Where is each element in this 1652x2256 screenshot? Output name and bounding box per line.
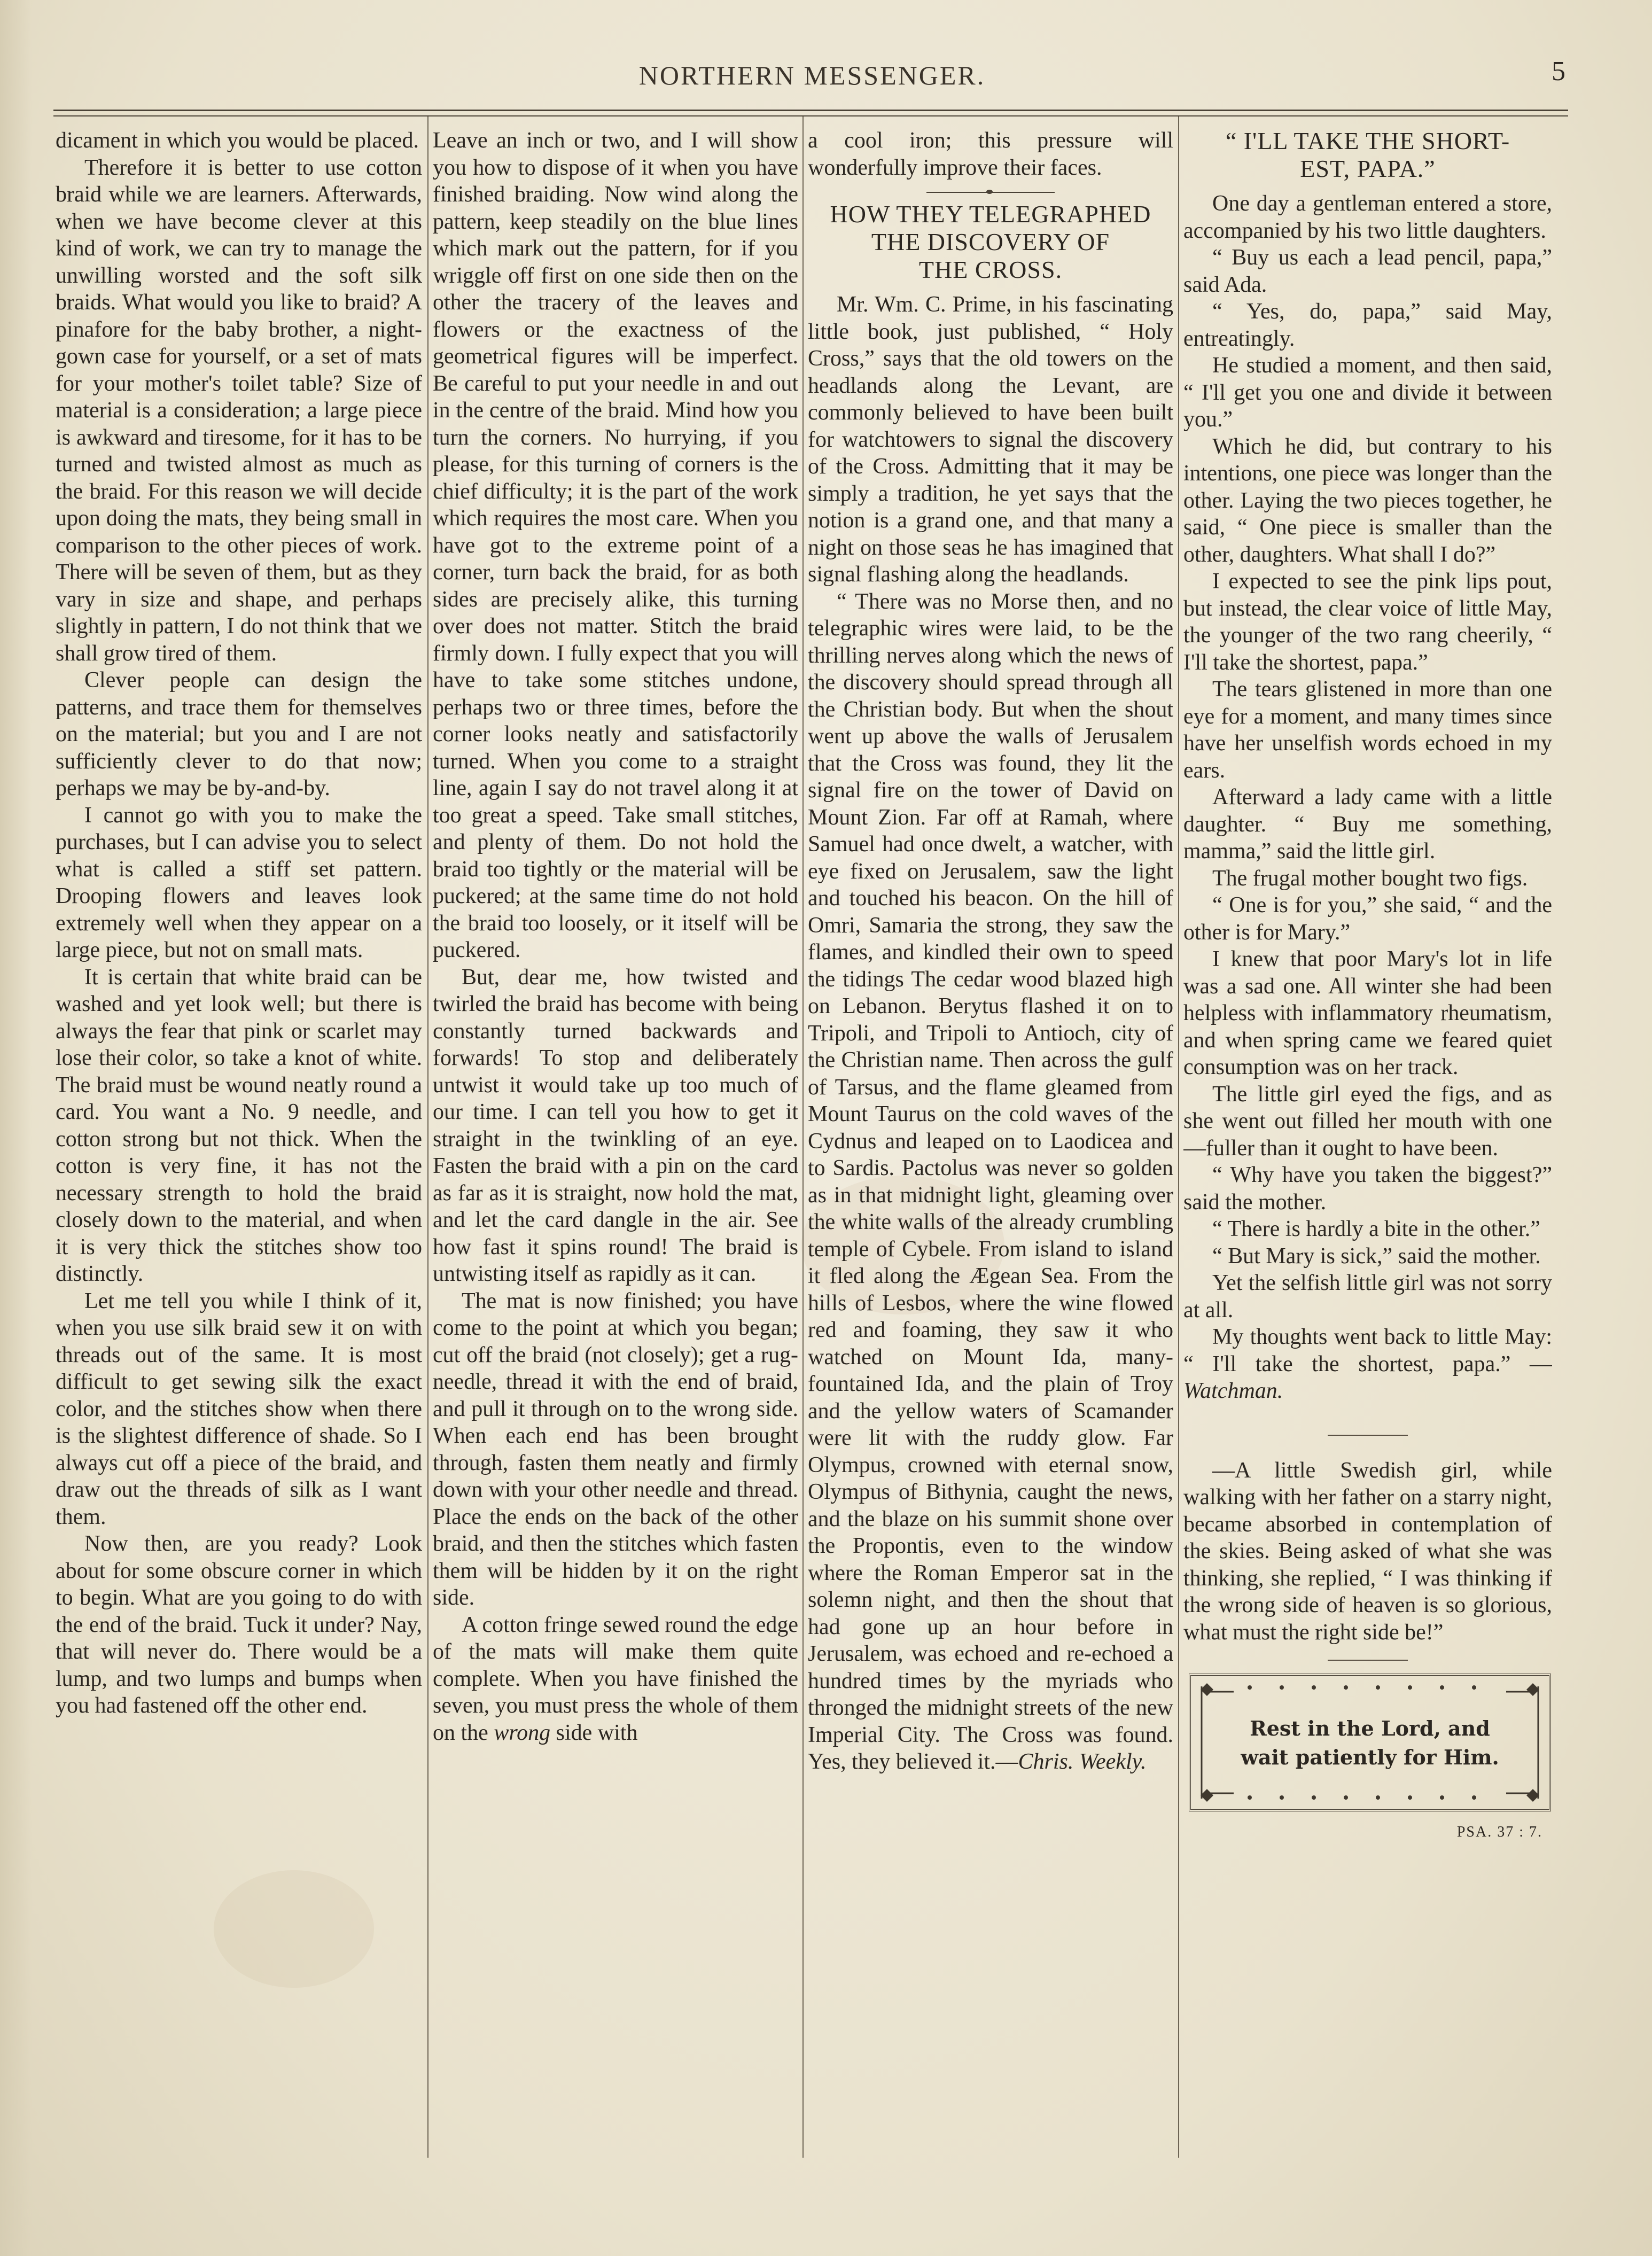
section-divider <box>926 192 1055 193</box>
verse-text <box>1191 1714 1549 1772</box>
verse-frame <box>1189 1674 1551 1811</box>
heading-line: “ I'LL TAKE THE SHORT- <box>1225 127 1510 154</box>
paragraph: Let me tell you while I think of it, when you use silk braid sew it on with threads out of the same. It is most difficult to get sewing silk the exact color, and the stitches show when there is the slightest difference of shade. So I always cut off a piece of the braid, and draw out the threads of silk as I want them. <box>56 1288 422 1529</box>
paragraph <box>1183 1324 1552 1405</box>
column-3 <box>808 127 1173 2163</box>
paragraph: “ There is hardly a bite in the other.” <box>1212 1217 1540 1241</box>
header-rule <box>53 110 1568 116</box>
paragraph: Therefore it is better to use cotton braid while we are learners. Afterwards, when we have become clever at this kind of work, we can try to manage the unwilling worsted and the soft silk braids. What would you like to braid? A pinafore for the baby brother, a night-gown case for yourself, or a set of mats for your mother's toilet table? Size of material is a consideration; a large piece is awkward and tiresome, for it has to be turned and twisted almost as much as the braid. For this reason we will decide upon doing the mats, they being small in comparison to the other pieces of work. There will be seven of them, but as they vary in size and shape, and perhaps slightly in pattern, I do not think that we shall grow tired of them. <box>56 155 422 666</box>
paragraph: But, dear me, how twisted and twirled the braid has become with being constantly turned backwards and forwards! To stop and deliberately untwist it would take up too much of our time. I can tell you how to get it straight in the twinkling of an eye. Fasten the braid with a pin on the card as far as it is straight, now hold the mat, and let the card dangle in the air. See how fast it spins round! The braid is untwisting itself as rapidly as it can. <box>433 964 798 1286</box>
paragraph: “ Yes, do, papa,” said May, entreatingly. <box>1183 299 1552 351</box>
text-run: My thoughts went back to little May: “ I'll take the shortest, papa.” — <box>1183 1325 1552 1376</box>
paragraph: “ Buy us each a lead pencil, papa,” said Ada. <box>1183 245 1552 297</box>
paragraph: “ Why have you taken the biggest?” said the mother. <box>1183 1163 1552 1215</box>
paragraph: Yet the selfish little girl was not sorry at all. <box>1183 1271 1552 1323</box>
paragraph: Leave an inch or two, and I will show you how to dispose of it when you have finished braiding. Now wind along the pattern, keep steadily on the blue lines which mark out the pattern, for if you wriggle off first on one side then on the other the tracery of the leaves and flowers or the exactness of the geometrical figures will be imperfect. Be careful to put your needle in and out in the centre of the braid. Mind how you turn the corners. No hurrying, if you please, for this turning of corners is the chief difficulty; it is the part of the work which requires the most care. When you have got to the extreme point of a corner, turn back the braid, for as both sides are precisely alike, this turning over does not matter. Stitch the braid firmly down. I fully expect that you will have to take some stitches undone, perhaps two or three times, before the corner looks neatly and satisfactorily turned. When you come to a straight line, again I say do not travel along it at too great a speed. Take small stitches, and plenty of them. Do not hold the braid too tightly or the material will be puckered; at the same time do not hold the braid too loosely, or it itself will be puckered. <box>433 128 798 962</box>
paragraph: “ One is for you,” she said, “ and the other is for Mary.” <box>1183 893 1552 945</box>
page-number: 5 <box>1552 56 1565 87</box>
paragraph: The mat is now finished; you have come to the point at which you began; cut off the braid (not closely); get a rug-needle, thread it with the end of braid, and pull it through on to the wrong side. When each end has been brought through, fasten them neatly and firmly down with your other needle and thread. Place the ends on the back of the other braid, and then the stitches which fasten them will be hidden by it on the right side. <box>433 1288 798 1610</box>
paragraph: It is certain that white braid can be washed and yet look well; but there is always the fear that pink or scarlet may lose their color, so take a knot of white. The braid must be wound neatly round a card. You want a No. 9 needle, and cotton strong but not thick. When the cotton is very fine, it has not the necessary strength to hold the braid closely down to the material, and when it is very thick the stitches show too distinctly. <box>56 964 422 1286</box>
paragraph: Mr. Wm. C. Prime, in his fascinating little book, just published, “ Holy Cross,” says that the old towers on the headlands along the Levant, are commonly believed to have been built for watchtowers to signal the discovery of the Cross. Admitting that it may be simply a tradition, he yet says that the notion is a grand one, and that many a night on those seas he has imagined that signal flashing along the headlands. <box>808 292 1173 587</box>
column-4 <box>1183 127 1552 2163</box>
page-fold-shadow <box>0 0 32 2256</box>
verse-reference: PSA. 37 : 7. <box>1456 1824 1542 1840</box>
verse-line: Rest in the Lord, and <box>1250 1716 1490 1740</box>
paragraph: a cool iron; this pressure will wonderfully improve their faces. <box>808 128 1173 180</box>
paragraph: He studied a moment, and then said, “ I'll get you one and divide it between you.” <box>1183 353 1552 432</box>
text-run: side with <box>556 1720 638 1745</box>
paragraph: I expected to see the pink lips pout, but instead, the clear voice of little May, the younger of the two rang cheerily, “ I'll take the shortest, papa.” <box>1183 569 1552 675</box>
paragraph: The little girl eyed the figs, and as she went out filled her mouth with one—fuller than it ought to have been. <box>1183 1082 1552 1161</box>
article-heading <box>808 200 1173 284</box>
column-rule <box>427 116 428 2158</box>
column-rule <box>802 116 804 2158</box>
page-header <box>53 56 1571 104</box>
paragraph: The tears glistened in more than one eye for a moment, and many times since have her unselfish words echoed in my ears. <box>1183 677 1552 783</box>
heading-line: EST, PAPA.” <box>1300 155 1436 182</box>
paragraph: “ But Mary is sick,” said the mother. <box>1212 1243 1541 1269</box>
text-run: A cotton fringe sewed round the edge of the mats will make them quite complete. When you have finished the seven, you must press the whole of them on the <box>433 1612 798 1745</box>
masthead-title: NORTHERN MESSENGER. <box>638 60 986 90</box>
paragraph: One day a gentleman entered a store, accompanied by his two little daughters. <box>1183 191 1552 243</box>
short-rule <box>1328 1660 1408 1661</box>
heading-line: THE CROSS. <box>918 256 1063 283</box>
paragraph: I knew that poor Mary's lot in life was a sad one. All winter she had been helpless with inflammatory rheumatism, and when spring came we feared quiet consumption was on her track. <box>1183 947 1552 1079</box>
paragraph: I cannot go with you to make the purchases, but I can advise you to select what is called a stiff set pattern. Drooping flowers and leaves look extremely well when they appear on a large piece, but not on small mats. <box>56 803 422 962</box>
italic-word: wrong <box>494 1720 551 1745</box>
verse-line: wait patiently for Him. <box>1241 1745 1499 1769</box>
source-citation: Chris. Weekly. <box>1018 1749 1147 1774</box>
paragraph <box>433 1612 798 1747</box>
column-rule <box>1178 116 1179 2158</box>
column-1 <box>56 127 422 2163</box>
paragraph: dicament in which you would be placed. <box>56 128 419 153</box>
heading-line: HOW THEY TELEGRAPHED <box>830 200 1151 228</box>
source-citation: Watchman. <box>1183 1379 1283 1403</box>
text-run: “ There was no Morse then, and no telegraphic wires were laid, to be the thrilling nerves along which the news of the discovery should spread through all the Christian body. But when the shout went up above the walls of Jerusalem that the Cross was found, they lit the signal fire on the tower of David on Mount Zion. Far off at Ramah, where Samuel had once dwelt, a watcher, with eye fixed on Jerusalem, saw the light and touched his beacon. On the hill of Omri, Samaria the strong, they saw the flames, and kindled their own to speed the tidings The cedar wood blazed high on Lebanon. Berytus flashed it on to Tripoli, and Tripoli to Antioch, city of the Christian name. Then across the gulf of Tarsus, and the flame gleamed from Mount Taurus on the cold waves of the Cydnus and leaped on to Laodicea and to Sardis. Pactolus was never so golden as in that midnight light, gleaming over the white walls of the already crumbling temple of Cybele. From island to island it fled along the Ægean Sea. From the hills of Lesbos, where the wine flowed red and foaming, they saw it who watched on Mount Ida, many-fountained Ida, and the plain of Troy and the yellow waters of Scamander were lit with the ruddy glow. Far Olympus, crowned with eternal snow, Olympus of Bithynia, caught the news, and the blaze on his summit shone over the Propontis, even to the window where the Roman Emperor sat in the solemn night, and then the shout that had gone up an hour before in Jerusalem, was echoed and re-echoed a hundred times by the myriads who thronged the midnight streets of the new Imperial City. The Cross was found. Yes, they believed it.— <box>808 589 1173 1774</box>
paragraph: Afterward a lady came with a little daughter. “ Buy me something, mamma,” said the little girl. <box>1183 785 1552 863</box>
article-heading <box>1183 127 1552 183</box>
heading-line: THE DISCOVERY OF <box>871 228 1110 255</box>
short-rule <box>1328 1435 1408 1436</box>
paragraph <box>808 588 1173 1776</box>
paragraph: —A little Swedish girl, while walking with her father on a starry night, became absorbed in contemplation of the skies. Being asked of what she was thinking, she replied, “ I was thinking if the wrong side of heaven is so glorious, what must the right side be!” <box>1183 1458 1552 1645</box>
paragraph: Which he did, but contrary to his intentions, one piece was longer than the other. Laying the two pieces together, he said, “ One piece is smaller than the other, daughters. What shall I do?” <box>1183 434 1552 567</box>
paragraph: The frugal mother bought two figs. <box>1212 866 1528 891</box>
paragraph: Now then, are you ready? Look about for some obscure corner in which to begin. What are you going to do with the end of the braid. Tuck it under? Nay, that will never do. There would be a lump, and two lumps and bumps when you had fastened off the other end. <box>56 1531 422 1718</box>
paragraph: Clever people can design the patterns, and trace them for themselves on the material; but you and I are not sufficiently clever to do that now; perhaps we may be by-and-by. <box>56 668 422 800</box>
column-2 <box>433 127 798 2163</box>
